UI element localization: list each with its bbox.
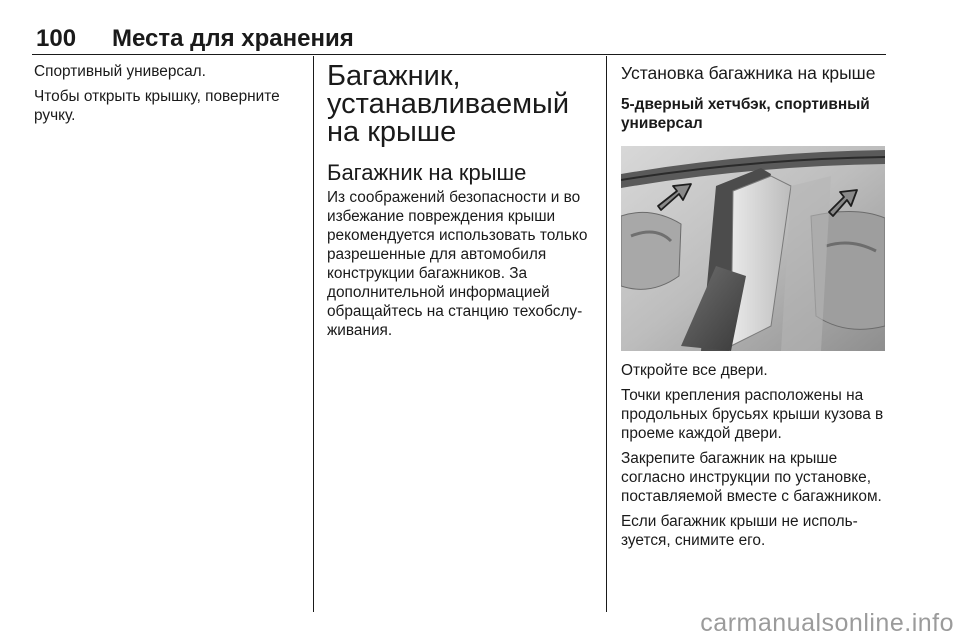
car-door-roof-mounting-illustration [621,146,885,351]
column-1 [34,62,298,131]
page-header [32,24,886,55]
roof-rack-subheading: Багажник на крыше [327,160,527,185]
column-2 [327,62,593,346]
page-number: 100 [36,25,77,52]
paragraph: Спортивный универсал. [34,63,206,80]
paragraph: Закрепите багажник на крыше согласно инструкции по установке, поставляемой вместе с багажником. [621,450,882,505]
roof-rack-heading: Багажник, устанавливаемый на крыше [327,60,570,148]
paragraph: Если багажник крыши не используется, снимите его. [621,513,858,549]
section-title: Места для хранения [112,25,354,52]
column-3 [621,62,887,556]
watermark: carmanualsonline.info [700,609,954,637]
paragraph: Откройте все двери. [621,362,768,379]
column-divider-left [313,56,314,612]
body-type-subheading: 5-дверный хетчбэк, спортивный универсал [621,96,870,132]
paragraph: Точки крепления расположены на продольных брусьях крыши кузова в проеме каждой двери. [621,387,884,442]
paragraph: Из соображений безопасности и во избежание повреждения крыши рекомендуется использовать только разрешенные для автомобиля конструкции багажников. За дополнительной информацией обращайтесь на станцию техобслуживания. [327,189,588,339]
paragraph: Чтобы открыть крышку, поверните ручку. [34,88,280,124]
column-divider-right [606,56,607,612]
installation-heading: Установка багажника на крыше [621,63,876,83]
